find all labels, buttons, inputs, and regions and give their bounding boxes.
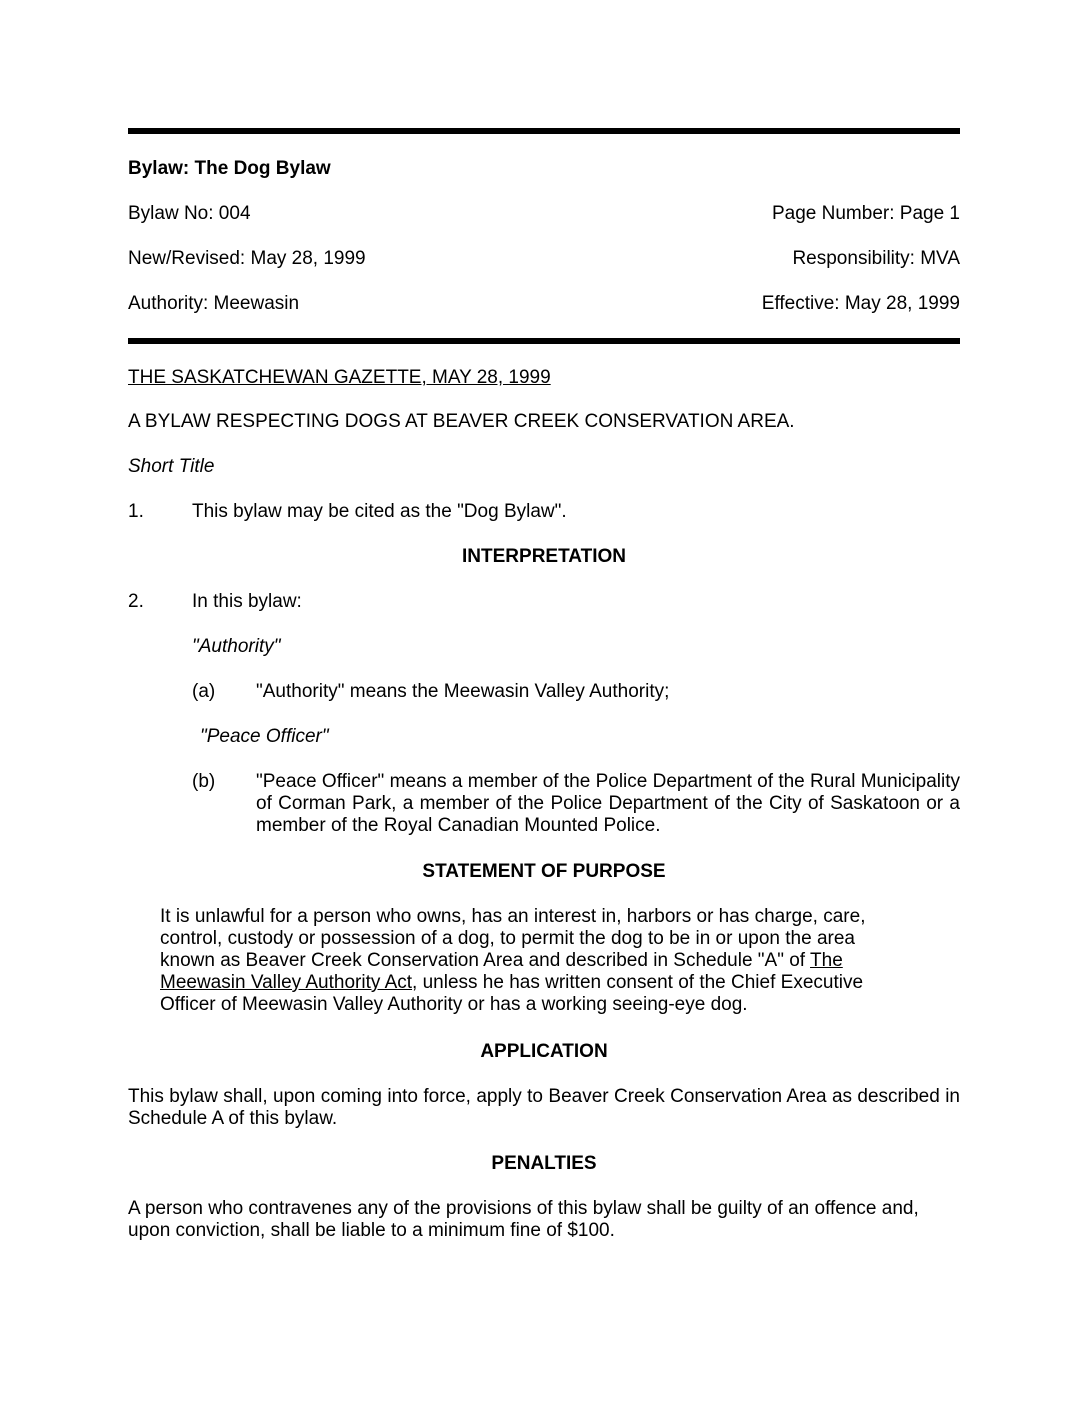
bylaw-number: Bylaw No: 004 [128, 203, 251, 224]
section-2-intro: In this bylaw: [192, 591, 302, 612]
clause-a-text: "Authority" means the Meewasin Valley Authority; [256, 681, 670, 702]
section-1-number: 1. [128, 501, 144, 522]
section-2-number: 2. [128, 591, 144, 612]
effective-date: Effective: May 28, 1999 [761, 293, 960, 314]
purpose-heading: STATEMENT OF PURPOSE [422, 861, 666, 882]
penalties-heading: PENALTIES [491, 1153, 597, 1174]
short-title-label: Short Title [128, 456, 215, 477]
clause-b-text: "Peace Officer" means a member of the Police Department of the Rural Municipality of Corman Park, a member of the Police Department of the City of Saskatoon or a member of the Royal Canadian Mounted Police. [256, 771, 960, 836]
application-text: This bylaw shall, upon coming into force, apply to Beaver Creek Conservation Area as described in Schedule A of this bylaw. [128, 1086, 960, 1129]
term-peace-officer: "Peace Officer" [200, 726, 329, 747]
application-heading: APPLICATION [480, 1041, 608, 1062]
term-authority: "Authority" [192, 636, 281, 657]
clause-a-number: (a) [192, 681, 216, 702]
new-revised-date: New/Revised: May 28, 1999 [128, 248, 366, 269]
authority: Authority: Meewasin [128, 293, 300, 314]
purpose-text-part-1: It is unlawful for a person who owns, has an interest in, harbors or has charge, care, control, custody or possession of a dog, to permit the dog to be in or upon the area known as Beaver Creek Conservation Area and described in Schedule "A" of [160, 906, 866, 971]
purpose-paragraph [160, 906, 890, 1016]
gazette-reference: THE SASKATCHEWAN GAZETTE, MAY 28, 1999 [128, 367, 551, 388]
responsibility: Responsibility: MVA [792, 248, 960, 269]
header-bottom-rule [128, 338, 960, 344]
purpose-text-part-2: , unless he has written consent of the Chief Executive Officer of Meewasin Valley Authority or has a working seeing-eye dog. [160, 972, 864, 1015]
penalties-text: A person who contravenes any of the provisions of this bylaw shall be guilty of an offence and, upon conviction, shall be liable to a minimum fine of $100. [128, 1198, 919, 1241]
section-1-text: This bylaw may be cited as the "Dog Bylaw". [192, 501, 567, 522]
interpretation-heading: INTERPRETATION [462, 546, 626, 567]
act-name: The Meewasin Valley Authority Act [160, 950, 843, 993]
page-number: Page Number: Page 1 [771, 203, 960, 224]
bylaw-heading: A BYLAW RESPECTING DOGS AT BEAVER CREEK CONSERVATION AREA. [128, 411, 795, 432]
bylaw-title: Bylaw: The Dog Bylaw [128, 158, 331, 179]
clause-b-number: (b) [192, 771, 216, 792]
top-rule [128, 128, 960, 134]
